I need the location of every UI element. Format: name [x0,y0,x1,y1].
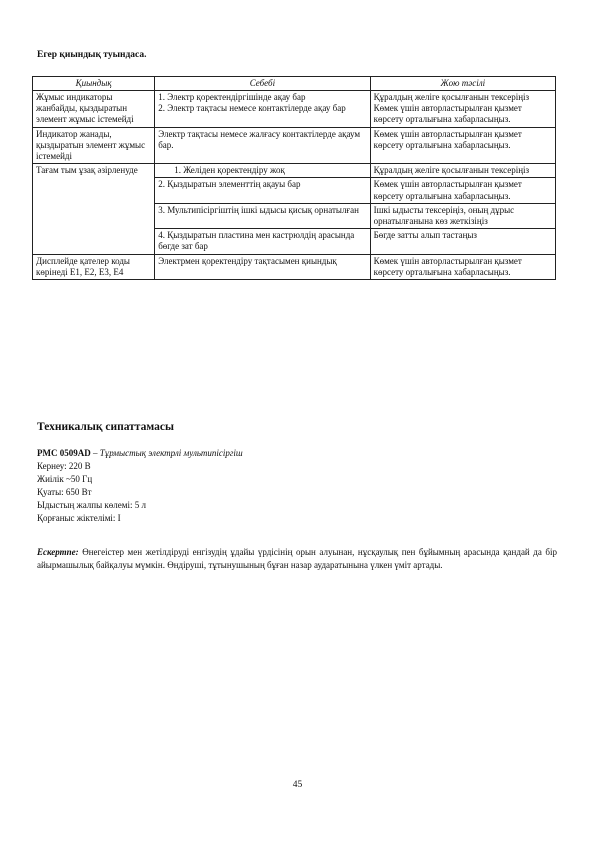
problem-cell: Дисплейде қателер коды көрінеді Е1, Е2, Е3, Е4 [33,254,155,279]
remedy-cell [370,91,555,128]
spec-model: PMC 0509AD [37,448,91,458]
spec-voltage: Кернеу: 220 В [37,461,91,471]
remedy-text: Көмек үшін авторластырылған қызмет көрсету орталығына хабарласыңыз. [373,128,522,150]
specs-block [37,447,243,525]
note-paragraph [37,546,557,572]
remedy-cell [370,127,555,164]
spec-frequency: Жиілік ~50 Гц [37,474,93,484]
spec-model-desc: – Тұрмыстық электрлі мультипісіргіш [90,448,243,458]
cause-text: 1. Желіден қоректендіру жоқ [174,165,285,176]
cause-cell [155,164,370,178]
note-text: Өнегеістер мен жетілдіруді енгізудің ұдайы үрдісінің орын алуынан, нұсқаулық пен бұйымның арасында қандай да бір айырмашылық байқалуы мүмкін. Өндіруші, тұтынушының бұған назар аударатынына үлкен үміт артады. [37,547,557,570]
troubleshooting-table [32,76,556,280]
cause-cell [155,91,370,128]
spec-protection-class: Қорғаныс жіктелімі: I [37,513,121,523]
cause-cell [155,178,370,203]
section-heading: Егер қиындық туындаса. [37,50,147,60]
problem-cell: Жұмыс индикаторы жанбайды, қыздыратын элемент жұмыс істемейді [33,91,155,128]
cause-cell [155,203,370,228]
cause-text: 4. Қыздыратын пластина мен кастрюлдің арасында бөгде зат бар [158,230,355,252]
remedy-text: Көмек үшін авторластырылған қызмет көрсету орталығына хабарласыңыз. [373,103,522,125]
remedy-cell [370,229,555,254]
table-row [33,164,556,178]
remedy-text: Құралдың желіге қосылғанын тексеріңіз [373,92,530,102]
problem-cell: Тағам тым ұзақ әзірленуде [33,164,155,254]
table-header-row [33,77,556,91]
remedy-cell [370,203,555,228]
remedy-text: Көмек үшін авторластырылған қызмет көрсету орталығына хабарласыңыз. [373,179,522,201]
cause-text: 2. Қыздыратын элементтің ақауы бар [158,179,301,190]
column-header-remedy: Жою тәсілі [370,77,555,91]
remedy-cell [370,178,555,203]
problem-cell: Индикатор жанады, қыздыратын элемент жұмыс істемейді [33,127,155,164]
table-row [33,127,556,164]
table-row [33,254,556,279]
spec-volume: Ыдыстың жалпы көлемі: 5 л [37,500,146,510]
column-header-problem: Қиындық [33,77,155,91]
cause-text: Электр тақтасы немесе жалғасу контактілерде ақаум бар. [158,128,361,150]
table-row [33,91,556,128]
spec-model-line [37,447,243,460]
column-header-cause: Себебі [155,77,370,91]
cause-text: 3. Мультипісіргіштің ішкі ыдысы қисық орнатылған [158,204,359,215]
cause-cell [155,127,370,164]
remedy-cell [370,254,555,279]
cause-cell [155,229,370,254]
cause-text: Электрмен қоректендіру тақтасымен қиындық [158,255,337,266]
cause-text: 1. Электр қоректендіргішінде ақау бар [158,92,306,102]
cause-cell [155,254,370,279]
cause-text: 2. Электр тақтасы немесе контактілерде ақау бар [158,103,346,114]
remedy-text: Бөгде затты алып тастаңыз [373,230,477,241]
note-label: Ескертпе: [37,547,79,557]
remedy-text: Құралдың желіге қосылғанын тексеріңіз [373,165,530,176]
page-number: 45 [292,780,303,790]
remedy-text: Ішкі ыдысты тексеріңіз, оның дұрыс орнатылғанына көз жеткізіңіз [373,204,515,227]
spec-power: Қуаты: 650 Вт [37,487,92,497]
specs-title: Техникалық сипаттамасы [37,421,174,433]
remedy-text: Көмек үшін авторластырылған қызмет көрсету орталығына хабарласыңыз. [373,255,522,277]
remedy-cell [370,164,555,178]
